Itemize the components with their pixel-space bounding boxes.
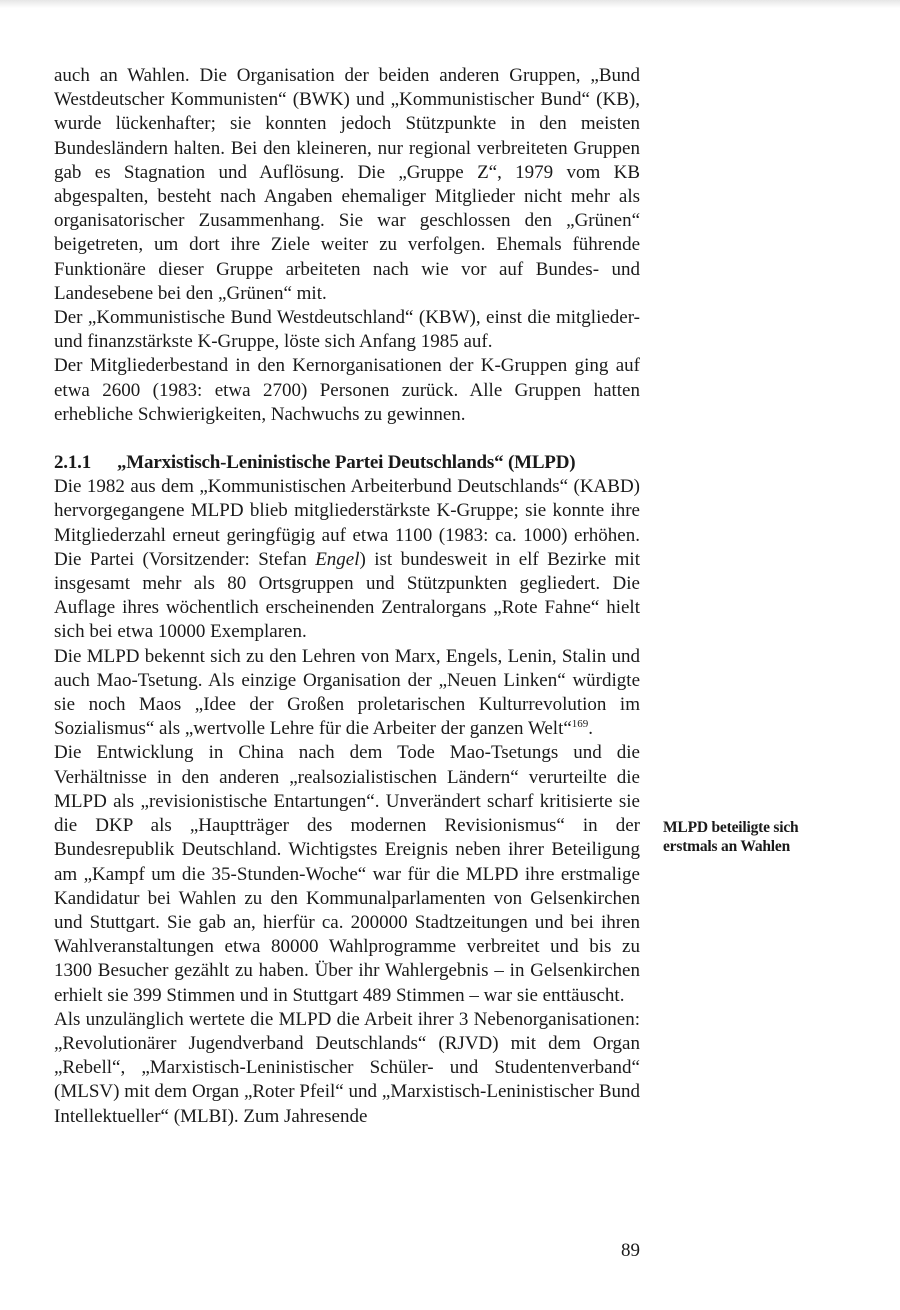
section-title: „Marxistisch-Leninistische Partei Deutschlands“ (MLPD) [117, 452, 576, 474]
page-number: 89 [621, 1240, 640, 1261]
scan-edge [0, 0, 900, 8]
paragraph-kbw: Der „Kommunistische Bund Westdeutschland“ (KBW), einst die mitglieder- und finanzstärkste K-Gruppe, löste sich Anfang 1985 auf. [54, 307, 640, 353]
paragraph-text: Die MLPD bekennt sich zu den Lehren von Marx, Engels, Lenin, Stalin und auch Mao-Tsetung. Als einzige Organisation der „Neuen Linken“ würdigte sie noch Maos „Idee der Großen proletarischen Kulturrevolution im Sozialismus“ als „wertvolle Lehre für die Arbeiter der ganzen Welt“ [54, 645, 640, 740]
paragraph-membership: Der Mitgliederbestand in den Kernorganisationen der K-Gruppen ging auf etwa 2600 (1983: etwa 2700) Personen zurück. Alle Gruppen hatten erhebliche Schwierigkeiten, Nachwuchs zu gewinnen. [54, 355, 640, 425]
section-number: 2.1.1 [54, 452, 92, 474]
main-text-column [54, 64, 640, 1129]
paragraph-mlpd-ideology [54, 645, 640, 742]
paragraph-mlpd-founding [54, 475, 640, 644]
paragraph-text: Die 1982 aus dem „Kommunistischen Arbeiterbund Deutschlands“ (KABD) hervorgegangene MLPD blieb mitgliederstärkste K-Gruppe; sie konnte ihre Mitgliederzahl erneut geringfügig auf etwa 1100 (1983: ca. 1000) erhöhen. Die Partei (Vorsitzender: Stefan [54, 476, 640, 570]
margin-note: MLPD beteiligte sich erstmals an Wahlen [663, 819, 799, 855]
paragraph-mlpd-suborganisations: Als unzulänglich wertete die MLPD die Arbeit ihrer 3 Nebenorganisationen: „Revolutionärer Jugendverband Deutschlands“ (RJVD) mit dem Organ „Rebell“, „Marxistisch-Leninistischer Schüler- und Studentenverband“ (MLSV) mit dem Organ „Roter Pfeil“ und „Marxistisch-Leninistischer Bund Intellektueller“ (MLBI). Zum Jahresende [54, 1008, 640, 1127]
footnote-marker: 169 [571, 718, 589, 731]
paragraph-k-gruppen: auch an Wahlen. Die Organisation der beiden anderen Gruppen, „Bund Westdeutscher Kommunisten“ (BWK) und „Kommunistischer Bund“ (KB), wurde lückenhafter; sie konnten jedoch Stützpunkte in den meisten Bundesländern halten. Bei den kleineren, nur regional verbreiteten Gruppen gab es Stagnation und Auflösung. Die „Gruppe Z“, 1979 vom KB abgespalten, besteht nach Angaben ehemaliger Mitglieder nicht mehr als organisatorischer Zusammenhang. Sie war geschlossen den „Grünen“ beigetreten, um dort ihre Ziele weiter zu verfolgen. Ehemals führende Funktionäre dieser Gruppe arbeiteten nach wie vor auf Bundes- und Landesebene bei den „Grünen“ mit. [54, 65, 640, 304]
paragraph-end: . [588, 718, 594, 740]
section-heading [54, 451, 640, 475]
paragraph-mlpd-elections: Die Entwicklung in China nach dem Tode Mao-Tsetungs und die Verhältnisse in den anderen „realsozialistischen Ländern“ verurteilte die MLPD als „revisionistische Entartungen“. Unverändert scharf kritisierte sie die DKP als „Hauptträger des modernen Revisionismus“ in der Bundesrepublik Deutschland. Wichtigstes Ereignis neben ihrer Beteiligung am „Kampf um die 35-Stunden-Woche“ war für die MLPD ihre erstmalige Kandidatur bei Wahlen zu den Kommunalparlamenten von Gelsenkirchen und Stuttgart. Sie gab an, hierfür ca. 200000 Stadtzeitungen und bei ihren Wahlveranstaltungen etwa 80000 Wahlprogramme verbreitet und bis zu 1300 Besucher gezählt zu haben. Über ihr Wahlergebnis – in Gelsenkirchen erhielt sie 399 Stimmen und in Stuttgart 489 Stimmen – war sie enttäuscht. [54, 742, 640, 1006]
paragraph-text: ) ist bundesweit in elf Bezirke mit insgesamt mehr als 80 Ortsgruppen und Stützpunkten gegliedert. Die Auflage ihres wöchentlich erscheinenden Zentralorgans „Rote Fahne“ hielt sich bei etwa 10000 Exemplaren. [54, 548, 640, 643]
italic-name: Engel [315, 548, 360, 570]
